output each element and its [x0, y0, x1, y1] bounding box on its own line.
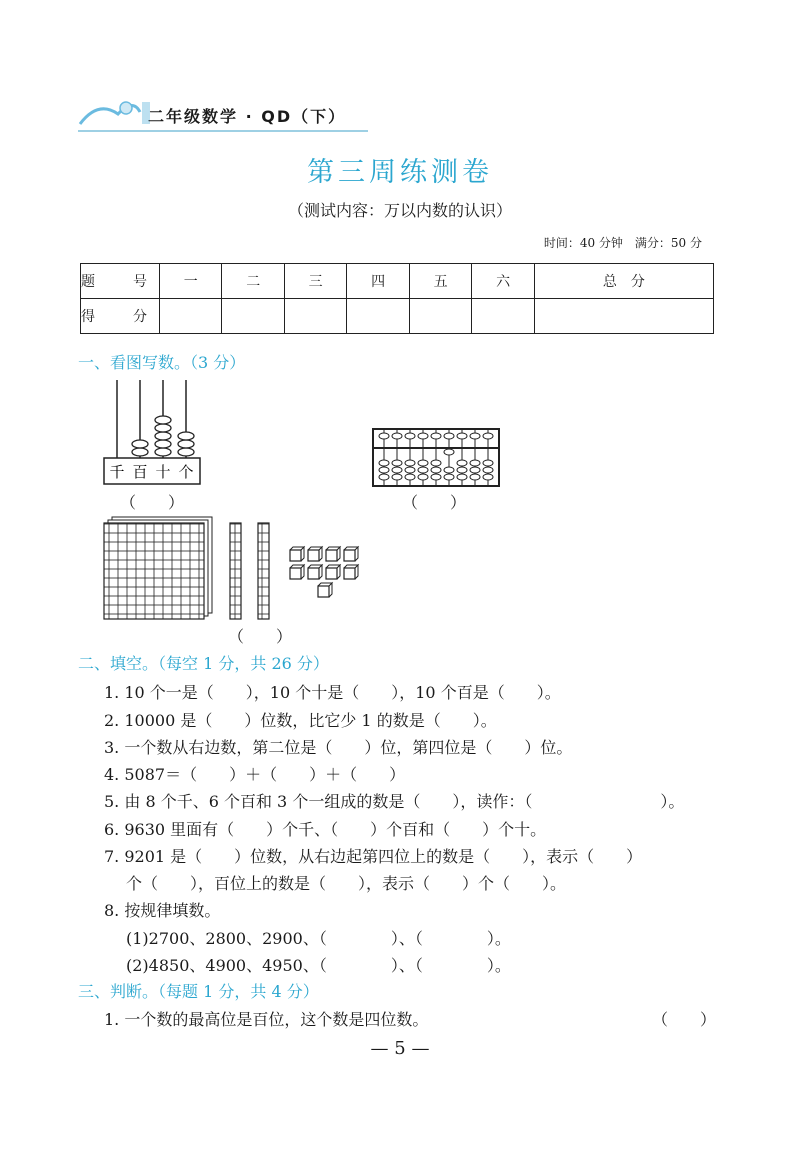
- answer-blank[interactable]: （ ）: [228, 627, 293, 646]
- question-2-8-1: (1)2700、2800、2900、（ ）、（ ）。: [126, 929, 511, 948]
- score-input-cell[interactable]: [160, 299, 222, 334]
- score-cell: 四: [347, 264, 409, 299]
- score-cell: 一: [160, 264, 222, 299]
- time-and-score-info: 时间：40 分钟 满分：50 分: [543, 236, 702, 250]
- counting-frame-image: [100, 378, 210, 488]
- abacus-label-hundreds: 百: [132, 463, 148, 481]
- score-input-cell[interactable]: [222, 299, 284, 334]
- score-cell: 二: [222, 264, 284, 299]
- question-2-4: 4. 5087＝（ ）＋（ ）＋（ ）: [104, 765, 406, 784]
- score-input-cell[interactable]: [284, 299, 346, 334]
- answer-blank[interactable]: （ ）: [402, 493, 467, 512]
- score-input-cell[interactable]: [534, 299, 713, 334]
- true-false-blank[interactable]: （ ）: [651, 1010, 716, 1029]
- abacus-label-thousands: 千: [109, 463, 125, 481]
- question-2-8-2: (2)4850、4900、4950、（ ）、（ ）。: [126, 956, 511, 975]
- score-table: [80, 263, 714, 334]
- base-ten-blocks-image: [100, 515, 410, 620]
- abacus-image: [372, 428, 500, 488]
- score-cell: 三: [284, 264, 346, 299]
- question-2-5: 5. 由 8 个千、6 个百和 3 个一组成的数是（ ），读作：（ ）。: [104, 792, 685, 811]
- page-title: 第三周练测卷: [307, 157, 493, 188]
- question-2-1: 1. 10 个一是（ ），10 个十是（ ），10 个百是（ ）。: [104, 683, 561, 702]
- abacus-label-tens: 十: [155, 463, 171, 481]
- question-2-8: 8. 按规律填数。: [104, 901, 221, 920]
- score-cell: 六: [472, 264, 534, 299]
- score-cell: 五: [409, 264, 471, 299]
- answer-blank[interactable]: （ ）: [120, 493, 185, 512]
- score-input-cell[interactable]: [472, 299, 534, 334]
- abacus-label-ones: 个: [178, 463, 194, 481]
- score-table-header-row: [81, 264, 714, 299]
- question-2-2: 2. 10000 是（ ）位数，比它少 1 的数是（ ）。: [104, 711, 497, 730]
- book-title: 二年级数学 · QD（下）: [148, 107, 347, 126]
- score-input-cell[interactable]: [409, 299, 471, 334]
- section-3-heading: 三、判断。（每题 1 分，共 4 分）: [78, 982, 319, 1001]
- score-cell: 总 分: [534, 264, 713, 299]
- question-2-6: 6. 9630 里面有（ ）个千、（ ）个百和（ ）个十。: [104, 820, 547, 839]
- score-cell: 题 号: [81, 264, 160, 299]
- section-2-heading: 二、填空。（每空 1 分，共 26 分）: [78, 654, 329, 673]
- page-subtitle: （测试内容：万以内数的认识）: [287, 201, 512, 220]
- header-underline: [78, 130, 368, 132]
- score-input-cell[interactable]: [347, 299, 409, 334]
- page-number: — 5 —: [370, 1038, 430, 1059]
- question-3-1: 1. 一个数的最高位是百位，这个数是四位数。: [104, 1010, 429, 1029]
- score-table-score-row: [81, 299, 714, 334]
- score-cell: 得 分: [81, 299, 160, 334]
- question-2-3: 3. 一个数从右边数，第二位是（ ）位，第四位是（ ）位。: [104, 738, 573, 757]
- question-2-7-cont: 个（ ），百位上的数是（ ），表示（ ）个（ ）。: [126, 874, 567, 893]
- question-2-7: 7. 9201 是（ ）位数，从右边起第四位上的数是（ ），表示（ ）: [104, 847, 643, 866]
- section-1-heading: 一、看图写数。（3 分）: [78, 353, 246, 372]
